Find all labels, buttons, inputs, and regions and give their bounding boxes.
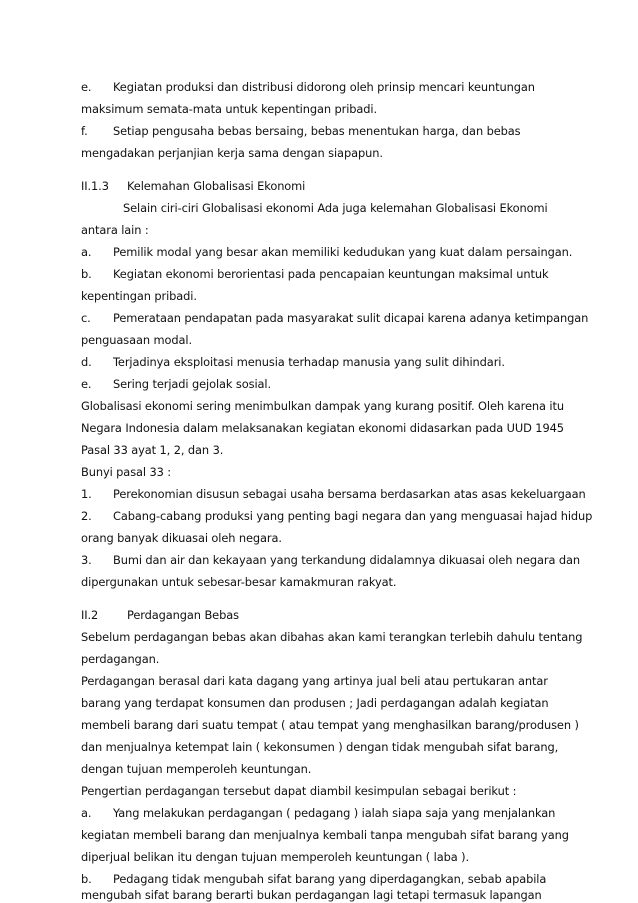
list-marker: e. xyxy=(81,377,92,391)
list-item xyxy=(81,486,586,502)
list-item xyxy=(81,871,546,887)
section-title: Perdagangan Bebas xyxy=(127,608,239,622)
list-item-e xyxy=(81,79,535,95)
list-marker: a. xyxy=(81,245,92,259)
list-item-continuation: penguasaan modal. xyxy=(81,333,192,347)
list-marker: d. xyxy=(81,355,92,369)
paragraph-line: Bunyi pasal 33 : xyxy=(81,465,172,479)
list-marker: 2. xyxy=(81,509,92,523)
section-heading xyxy=(81,178,305,194)
list-marker: e. xyxy=(81,80,92,94)
paragraph-line: Pasal 33 ayat 1, 2, dan 3. xyxy=(81,443,224,457)
paragraph-line: perdagangan. xyxy=(81,652,160,666)
list-item xyxy=(81,805,555,821)
list-item xyxy=(81,354,505,370)
paragraph-line: Pengertian perdagangan tersebut dapat diambil kesimpulan sebagai berikut : xyxy=(81,784,517,798)
section-heading xyxy=(81,607,239,623)
list-item-continuation: mengubah sifat barang berarti bukan perdagangan lagi tetapi termasuk lapangan xyxy=(81,888,542,902)
list-item xyxy=(81,508,592,524)
list-item-text: Terjadinya eksploitasi menusia terhadap manusia yang sulit dihindari. xyxy=(113,355,505,369)
section-number: II.1.3 xyxy=(81,179,109,193)
list-marker: b. xyxy=(81,872,92,886)
list-item xyxy=(81,266,548,282)
list-item xyxy=(81,552,580,568)
list-item-text: Pemerataan pendapatan pada masyarakat sulit dicapai karena adanya ketimpangan xyxy=(113,311,589,325)
list-item-text: Yang melakukan perdagangan ( pedagang ) ialah siapa saja yang menjalankan xyxy=(113,806,556,820)
paragraph-line: membeli barang dari suatu tempat ( atau tempat yang menghasilkan barang/produsen ) xyxy=(81,718,579,732)
list-marker: 3. xyxy=(81,553,92,567)
section-title: Kelemahan Globalisasi Ekonomi xyxy=(127,179,306,193)
list-item-continuation: diperjual belikan itu dengan tujuan memperoleh keuntungan ( laba ). xyxy=(81,850,469,864)
list-item xyxy=(81,376,271,392)
list-item-text: Cabang-cabang produksi yang penting bagi negara dan yang menguasai hajad hidup xyxy=(113,509,593,523)
list-item-text: Sering terjadi gejolak sosial. xyxy=(113,377,271,391)
list-item-text: Bumi dan air dan kekayaan yang terkandung didalamnya dikuasai oleh negara dan xyxy=(113,553,581,567)
list-item xyxy=(81,310,588,326)
list-item-continuation: kegiatan membeli barang dan menjualnya kembali tanpa mengubah sifat barang yang xyxy=(81,828,569,842)
list-item-continuation: mengadakan perjanjian kerja sama dengan siapapun. xyxy=(81,146,383,160)
list-item xyxy=(81,244,572,260)
list-item-continuation: maksimum semata-mata untuk kepentingan pribadi. xyxy=(81,102,378,116)
list-marker: f. xyxy=(81,124,88,138)
list-item-continuation: orang banyak dikuasai oleh negara. xyxy=(81,531,282,545)
paragraph-line: dengan tujuan memperoleh keuntungan. xyxy=(81,762,312,776)
list-marker: c. xyxy=(81,311,91,325)
paragraph-line: Selain ciri-ciri Globalisasi ekonomi Ada juga kelemahan Globalisasi Ekonomi xyxy=(123,201,548,215)
list-marker: a. xyxy=(81,806,92,820)
section-number: II.2 xyxy=(81,608,99,622)
paragraph-line: antara lain : xyxy=(81,223,149,237)
list-item-f xyxy=(81,123,520,139)
paragraph-line: Globalisasi ekonomi sering menimbulkan dampak yang kurang positif. Oleh karena itu xyxy=(81,399,564,413)
list-item-text: Pedagang tidak mengubah sifat barang yang diperdagangkan, sebab apabila xyxy=(113,872,547,886)
list-item-text: Setiap pengusaha bebas bersaing, bebas menentukan harga, dan bebas xyxy=(113,124,521,138)
list-item-continuation: kepentingan pribadi. xyxy=(81,289,197,303)
paragraph-line: dan menjualnya ketempat lain ( kekonsumen ) dengan tidak mengubah sifat barang, xyxy=(81,740,559,754)
list-marker: 1. xyxy=(81,487,92,501)
list-item-text: Perekonomian disusun sebagai usaha bersama berdasarkan atas asas kekeluargaan xyxy=(113,487,586,501)
paragraph-line: barang yang terdapat konsumen dan produsen ; Jadi perdagangan adalah kegiatan xyxy=(81,696,549,710)
list-item-text: Pemilik modal yang besar akan memiliki kedudukan yang kuat dalam persaingan. xyxy=(113,245,573,259)
list-item-continuation: dipergunakan untuk sebesar-besar kamakmuran rakyat. xyxy=(81,575,397,589)
paragraph-line: Negara Indonesia dalam melaksanakan kegiatan ekonomi didasarkan pada UUD 1945 xyxy=(81,421,564,435)
list-item-text: Kegiatan ekonomi berorientasi pada pencapaian keuntungan maksimal untuk xyxy=(113,267,549,281)
paragraph-line: Sebelum perdagangan bebas akan dibahas akan kami terangkan terlebih dahulu tentang xyxy=(81,630,583,644)
list-marker: b. xyxy=(81,267,92,281)
paragraph-line: Perdagangan berasal dari kata dagang yang artinya jual beli atau pertukaran antar xyxy=(81,674,548,688)
list-item-text: Kegiatan produksi dan distribusi didorong oleh prinsip mencari keuntungan xyxy=(113,80,535,94)
